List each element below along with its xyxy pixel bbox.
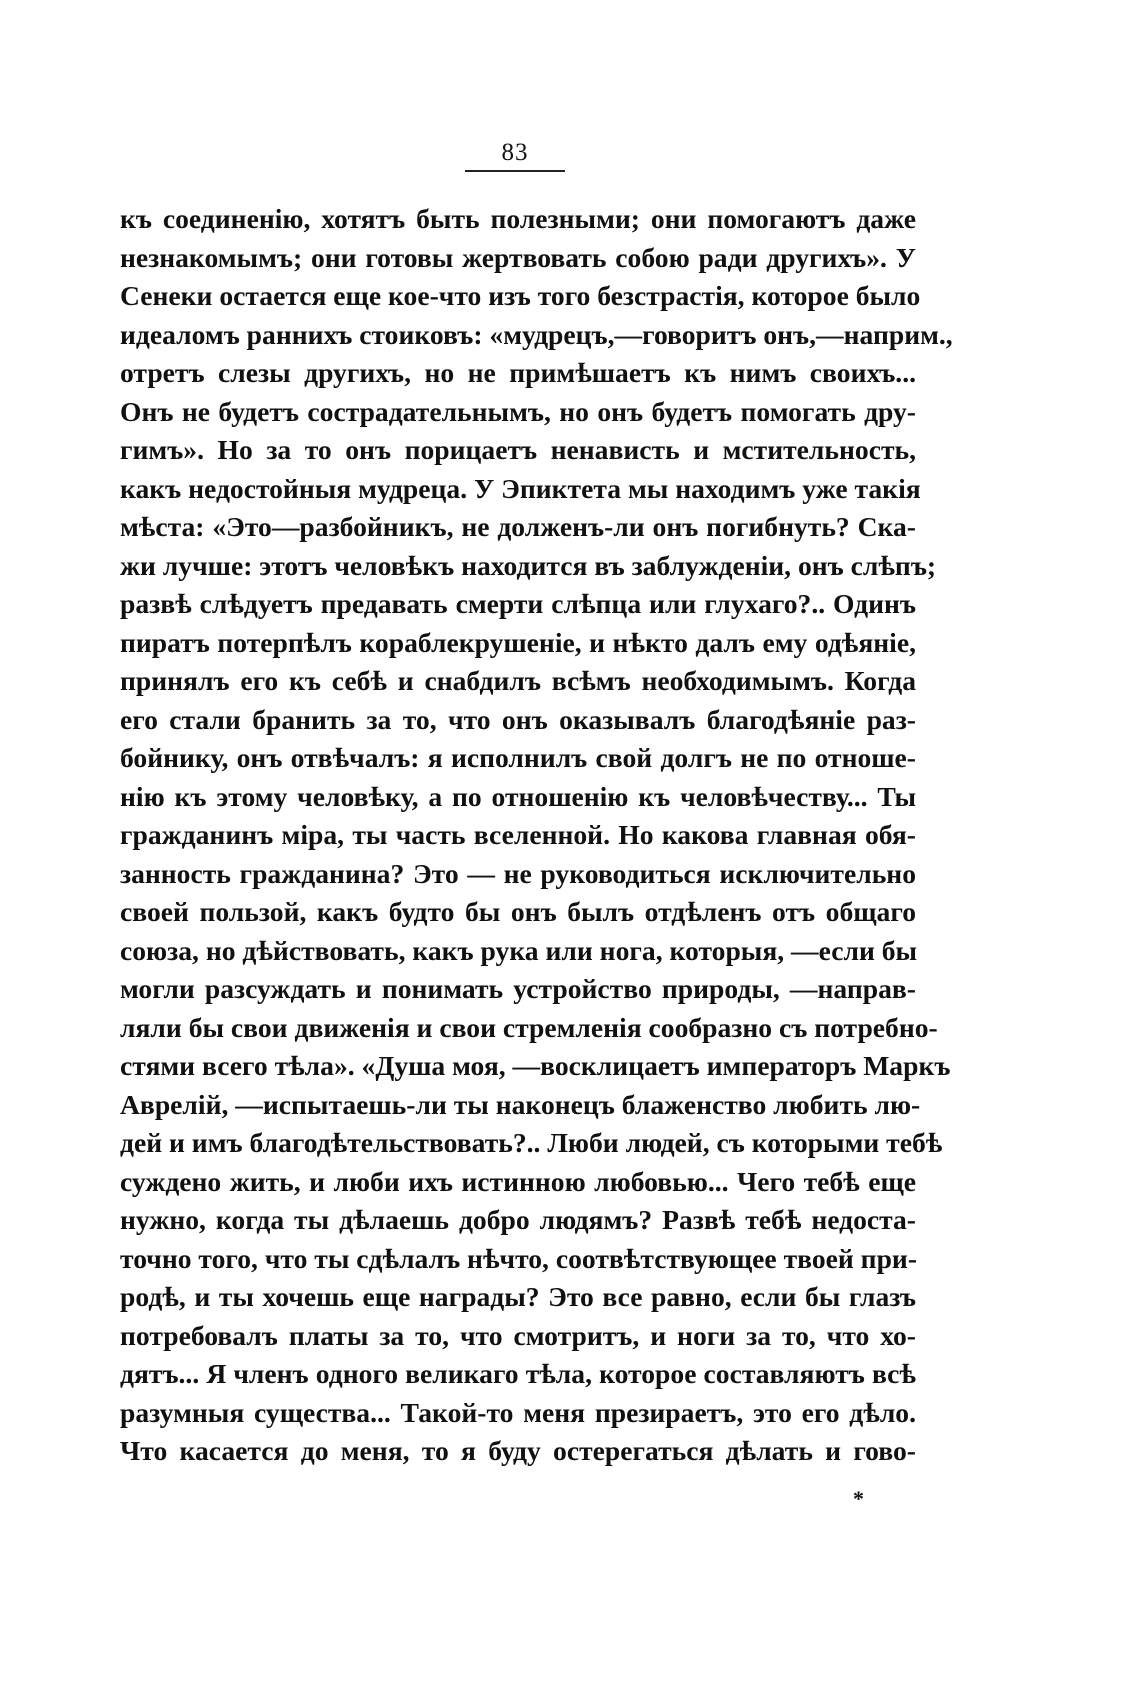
text-line: союза, но дѣйствовать, какъ рука или нога, которыя, —если бы [120,934,918,966]
text-line: суждено жить, и люби ихъ истинною любовью... Чего тебѣ еще [120,1165,916,1197]
text-line: Онъ не будетъ сострадательнымъ, но онъ будетъ помогать дру- [120,395,916,427]
text-line: нію къ этому человѣку, а по отношенію къ человѣчеству... Ты [120,780,916,812]
text-line: отретъ слезы другихъ, но не примѣшаетъ къ нимъ своихъ... [120,357,916,388]
text-line: родѣ, и ты хочешь еще награды? Это все равно, если бы глазъ [120,1281,916,1312]
text-line: Сенеки остается еще кое-что изъ того безстрастія, которое было [120,280,921,311]
text-line: ляли бы свои движенія и свои стремленія сообразно съ потребно- [120,1011,938,1043]
text-line: своей пользой, какъ будто бы онъ былъ отдѣленъ отъ общаго [120,896,916,927]
text-line: занность гражданина? Это — не руководиться исключительно [120,857,916,889]
text-line: къ соединенію, хотятъ быть полезными; они помогаютъ даже [120,203,916,234]
text-line: идеаломъ раннихъ стоиковъ: «мудрецъ,—говоритъ онъ,—наприм., [120,318,953,350]
text-line: разумныя существа... Такой-то меня презираетъ, это его дѣло. [120,1396,916,1428]
text-line: пиратъ потерпѣлъ кораблекрушеніе, и нѣкто далъ ему одѣяніе, [120,626,916,658]
text-line: могли разсуждать и понимать устройство природы, —направ- [120,973,916,1004]
text-line: какъ недостойныя мудреца. У Эпиктета мы находимъ уже такія [120,472,921,504]
text-line: гражданинъ міра, ты часть вселенной. Но какова главная обя- [120,819,916,850]
page-number-rule [465,170,565,172]
text-line: незнакомымъ; они готовы жертвовать собою ради другихъ». У [120,241,916,273]
text-line: жи лучше: этотъ человѣкъ находится въ заблужденіи, онъ слѣпъ; [120,549,937,581]
footer-signature-mark: * [853,1486,864,1511]
text-line: дятъ... Я членъ одного великаго тѣла, которое составляютъ всѣ [120,1358,916,1389]
text-line: стями всего тѣла». «Душа моя, —восклицаетъ императоръ Маркъ [120,1050,951,1081]
text-line: гимъ». Но за то онъ порицаетъ ненависть и мстительность, [120,434,916,465]
text-line: мѣста: «Это—разбойникъ, не долженъ-ли онъ погибнуть? Ска- [120,511,916,542]
text-line: потребовалъ платы за то, что смотритъ, и ноги за то, что хо- [120,1319,916,1351]
text-line: принялъ его къ себѣ и снабдилъ всѣмъ необходимымъ. Когда [120,665,916,696]
text-line: нужно, когда ты дѣлаешь добро людямъ? Развѣ тебѣ недоста- [120,1204,916,1235]
text-line: Аврелій, —испытаешь-ли ты наконецъ блаженство любить лю- [120,1088,921,1120]
text-line: развѣ слѣдуетъ предавать смерти слѣпца или глухаго?.. Одинъ [120,588,916,619]
text-line: точно того, что ты сдѣлалъ нѣчто, соотвѣтствующее твоей при- [120,1242,918,1274]
text-line: Что касается до меня, то я буду остерегаться дѣлать и гово- [120,1435,916,1466]
text-line: его стали бранить за то, что онъ оказывалъ благодѣяніе раз- [120,703,916,735]
page-number: 83 [501,139,529,166]
body-text [120,200,953,1471]
text-line: дей и имъ благодѣтельствовать?.. Люби людей, съ которыми тебѣ [120,1127,943,1158]
text-line: бойнику, онъ отвѣчалъ: я исполнилъ свой долгъ не по отноше- [120,742,916,773]
